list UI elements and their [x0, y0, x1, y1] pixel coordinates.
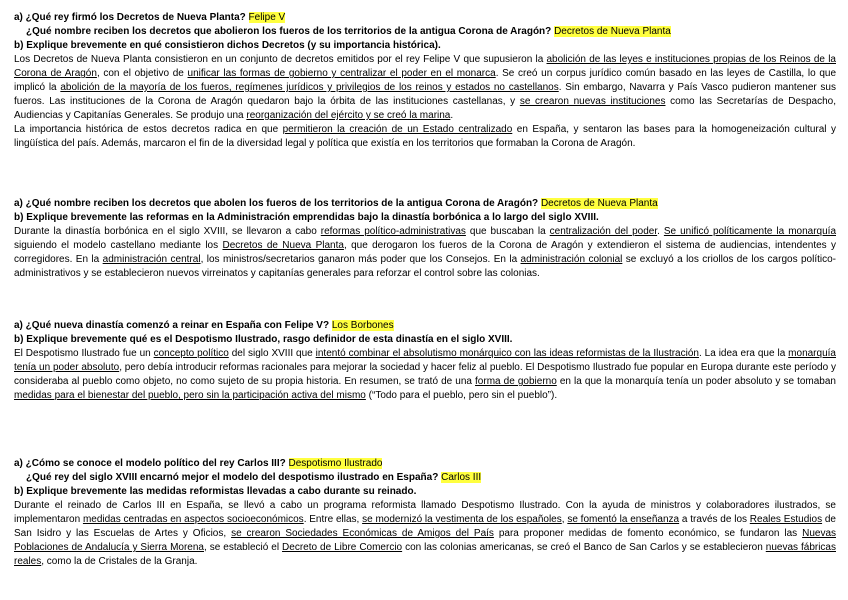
question-a — [14, 197, 836, 211]
answer-paragraph — [14, 347, 836, 403]
text-run: a través de los — [679, 514, 750, 525]
answer-paragraph — [14, 499, 836, 569]
text-run: para proponer medidas de fomento económico, se fundaron las — [493, 528, 803, 539]
underlined-phrase: intentó combinar el absolutismo monárquico con las ideas reformistas de la Ilustración — [315, 348, 699, 359]
question-text: ¿Qué rey del siglo XVIII encarnó mejor el modelo del despotismo ilustrado en España? — [26, 472, 439, 483]
text-run: en la que la monarquía tenía un poder absoluto y se tomaban — [556, 376, 836, 387]
underlined-phrase: administración colonial — [520, 254, 623, 265]
text-run: . Sin embargo, Navarra y País Vasco pudieron mantener sus fueros. Las instituciones de la Corona de Aragón quedaron bajo la órbita de las instituciones castellanas, y — [14, 82, 836, 107]
underlined-phrase: se modernizó la vestimenta de los españoles — [362, 514, 562, 525]
text-run: siguiendo el modelo castellano mediante los — [14, 240, 223, 251]
underlined-phrase: permitieron la creación de un Estado centralizado — [282, 124, 513, 135]
text-run: Durante la dinastía borbónica en el siglo XVIII, se llevaron a cabo — [14, 226, 321, 237]
underlined-phrase: concepto político — [153, 348, 229, 359]
text-run: se excluyó a los criollos de los cargos político-administrativos y se establecieron nuevos virreinatos y capitanías generales para reforzar el control sobre las colonias. — [14, 254, 837, 279]
question-text: ¿Qué nombre reciben los decretos que abolieron los fueros de los territorios de la antigua Corona de Aragón? — [26, 26, 552, 37]
answer-paragraph — [14, 53, 836, 123]
question-b: b) Explique brevemente en qué consistieron dichos Decretos (y su importancia histórica). — [14, 40, 441, 51]
question-a — [14, 457, 836, 471]
section-1 — [14, 11, 836, 151]
question-a — [14, 11, 836, 25]
question-text: a) ¿Cómo se conoce el modelo político del rey Carlos III? — [14, 458, 286, 469]
highlighted-answer: Decretos de Nueva Planta — [540, 198, 658, 209]
underlined-phrase: administración central — [102, 254, 201, 265]
text-run: . — [450, 110, 454, 121]
underlined-phrase: se crearon Sociedades Económicas de Amigos del País — [231, 528, 494, 539]
underlined-phrase: reorganización del ejército y se creó la marina — [246, 110, 451, 121]
text-run: , con el objetivo de — [96, 68, 188, 79]
question-text: a) ¿Qué rey firmó los Decretos de Nueva Planta? — [14, 12, 246, 23]
text-run: , como la de Cristales de la Granja. — [41, 556, 198, 567]
question-text: a) ¿Qué nueva dinastía comenzó a reinar en España con Felipe V? — [14, 320, 330, 331]
text-run: como las Secretarías de Despacho, Audiencias y Capitanías Generales. Se produjo una — [14, 96, 836, 121]
text-run: Los Decretos de Nueva Planta consistieron en un conjunto de decretos emitidos por el rey Felipe V que supusieron la — [14, 54, 547, 65]
underlined-phrase: medidas centradas en aspectos socioeconómicos — [82, 514, 304, 525]
text-run: , se estableció el — [203, 542, 283, 553]
underlined-phrase: monarquía tenía un poder absoluto — [14, 348, 836, 373]
underlined-phrase: medidas para el bienestar del pueblo, pero sin la participación activa del mismo — [14, 390, 366, 401]
text-run: Durante el reinado de Carlos III en España, se llevó a cabo un programa reformista llamado Despotismo Ilustrado. Con la ayuda de ministros y colaboradores ilustrados, se implementaron — [14, 500, 836, 525]
underlined-phrase: abolición de las leyes e instituciones propias de los Reinos de la Corona de Aragón — [14, 54, 836, 79]
highlighted-answer: Despotismo Ilustrado — [288, 458, 383, 469]
text-run: , que derogaron los fueros de la Corona de Aragón y extendieron el sistema de audiencias, intendentes y corregidores. En la — [14, 240, 837, 265]
question-b: b) Explique brevemente las medidas reformistas llevadas a cabo durante su reinado. — [14, 486, 417, 497]
text-run: con las colonias americanas, se creó el Banco de San Carlos y se establecieron — [402, 542, 766, 553]
underlined-phrase: Decreto de Libre Comercio — [282, 542, 403, 553]
text-run: del siglo XVIII que — [228, 348, 316, 359]
text-run: que buscaban la — [465, 226, 550, 237]
underlined-phrase: abolición de la mayoría de los fueros, regímenes jurídicos y privilegios de los reinos y estados no castellanos — [60, 82, 559, 93]
text-run: El Despotismo Ilustrado fue un — [14, 348, 154, 359]
text-run: , los ministros/secretarios ganaron más poder que los Consejos. En la — [200, 254, 521, 265]
question-a — [14, 319, 836, 333]
highlighted-answer: Los Borbones — [331, 320, 394, 331]
text-run: . Se creó un corpus jurídico común basado en las leyes de Castilla, lo que implicó la — [14, 68, 836, 93]
underlined-phrase: Se unificó políticamente la monarquía — [663, 226, 836, 237]
section-2 — [14, 197, 836, 281]
section-4 — [14, 457, 836, 569]
underlined-phrase: reformas político-administrativas — [320, 226, 466, 237]
question-b: b) Explique brevemente qué es el Despotismo Ilustrado, rasgo definidor de esta dinastía en el siglo XVIII. — [14, 334, 513, 345]
text-run: en España, y sentaron las bases para la homogeneización cultural y lingüística del país. Además, marcaron el fin de la diversidad legal y política que existía en los territorios que formaban la Corona de Aragón. — [14, 124, 836, 149]
underlined-phrase: se crearon nuevas instituciones — [519, 96, 666, 107]
section-3 — [14, 319, 836, 403]
underlined-phrase: nuevas fábricas reales — [14, 542, 836, 567]
text-run: , — [561, 514, 568, 525]
text-run: (“Todo para el pueblo, pero sin el pueblo”). — [365, 390, 558, 401]
text-run: , pero debía introducir reformas racionales para mejorar la sociedad y hacer feliz al pueblo. El Despotismo Ilustrado fue popular en Europa durante este período y consideraba al pueblo como objeto, no como sujeto de su propia historia. En resumen, se trató de una — [14, 362, 836, 387]
question-b: b) Explique brevemente las reformas en la Administración emprendidas bajo la dinastía borbónica a lo largo del siglo XVIII. — [14, 212, 599, 223]
answer-paragraph — [14, 123, 836, 151]
question-text: a) ¿Qué nombre reciben los decretos que abolen los fueros de los territorios de la antigua Corona de Aragón? — [14, 198, 539, 209]
text-run: de San Isidro y las Escuelas de Artes y Oficios, — [14, 514, 836, 539]
underlined-phrase: forma de gobierno — [475, 376, 557, 387]
underlined-phrase: Nuevas Poblaciones de Andalucía y Sierra Morena — [14, 528, 836, 553]
underlined-phrase: Reales Estudios — [749, 514, 823, 525]
underlined-phrase: se fomentó la enseñanza — [567, 514, 680, 525]
underlined-phrase: unificar las formas de gobierno y centralizar el poder en el monarca — [187, 68, 496, 79]
underlined-phrase: centralización del poder — [549, 226, 658, 237]
highlighted-answer: Carlos III — [441, 472, 482, 483]
text-run: . — [657, 226, 664, 237]
highlighted-answer: Felipe V — [248, 12, 286, 23]
question-a-secondary — [14, 471, 836, 485]
text-run: La importancia histórica de estos decretos radica en que — [14, 124, 283, 135]
text-run: . La idea era que la — [698, 348, 789, 359]
text-run: . Entre ellas, — [303, 514, 363, 525]
underlined-phrase: Decretos de Nueva Planta — [222, 240, 344, 251]
highlighted-answer: Decretos de Nueva Planta — [554, 26, 671, 37]
answer-paragraph — [14, 225, 836, 281]
question-a-secondary — [14, 25, 836, 39]
